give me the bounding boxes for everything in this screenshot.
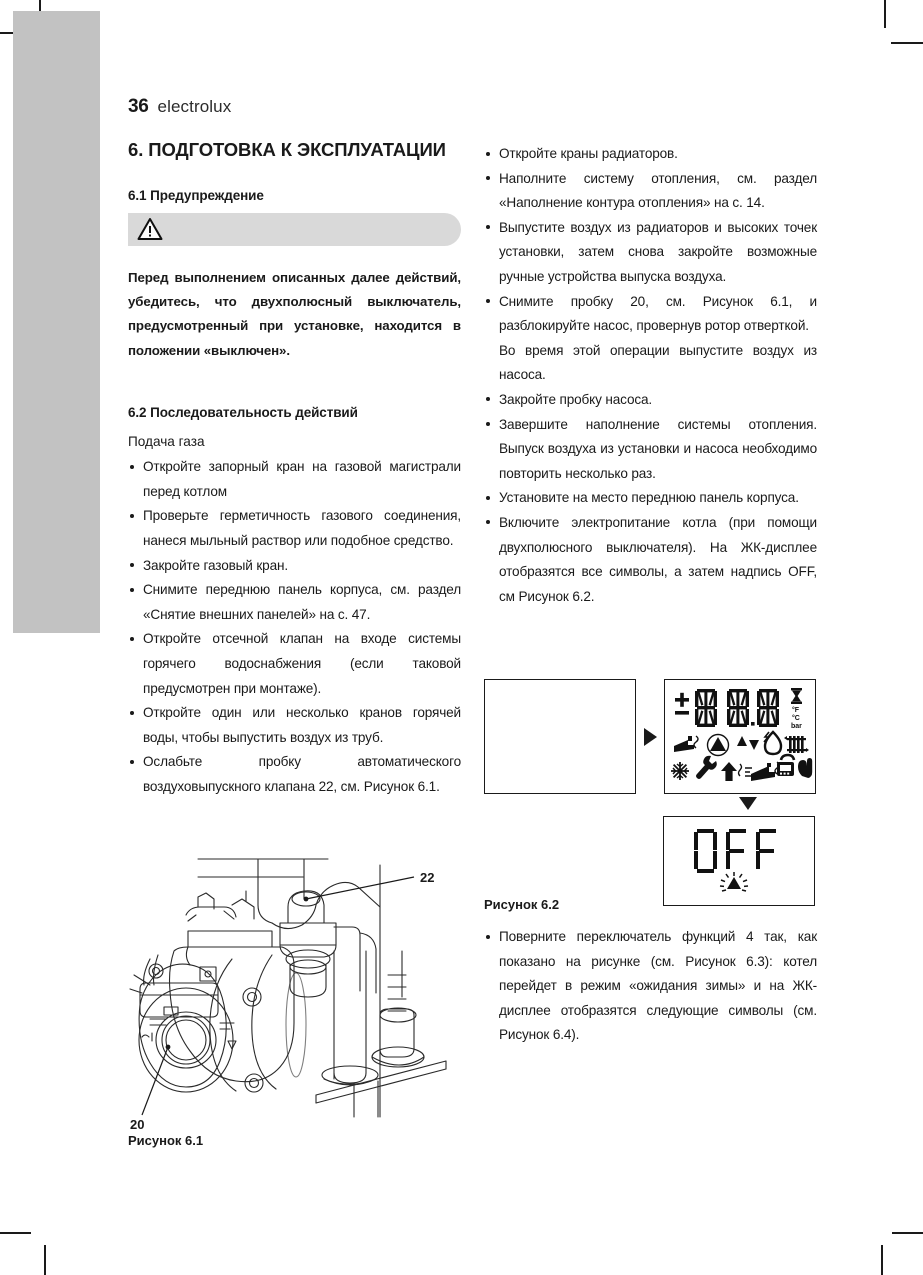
list-item: Наполните систему отопления, см. раздел «Наполнение контура отопления» на с. 14.	[484, 167, 817, 216]
list-item: Поверните переключатель функций 4 так, как показано на рисунке (см. Рисунок 6.3): котел перейдет в режим «ожидания зимы» и на ЖК-дисплее отобразятся следующие символы (см. Рисунок 6.4).	[484, 925, 817, 1048]
list-item: Выпустите воздух из радиаторов и высоких точек установки, затем снова закройте возможные ручные устройства выпуска воздуха.	[484, 216, 817, 290]
list-item: Снимите переднюю панель корпуса, см. раздел «Снятие внешних панелей» на с. 47.	[128, 578, 461, 627]
list-item: Установите на место переднюю панель корпуса.	[484, 486, 817, 511]
svg-text:°F: °F	[792, 707, 800, 714]
list-item: Откройте один или несколько кранов горячей воды, чтобы выпустить воздух из труб.	[128, 701, 461, 750]
left-column-bullet-list	[128, 455, 461, 799]
svg-text:°C: °C	[792, 715, 800, 722]
chapter-title: 6. ПОДГОТОВКА К ЭКСПЛУАТАЦИИ	[128, 139, 446, 161]
right-column-tail	[484, 925, 817, 1048]
lcd-blank-panel	[484, 679, 636, 794]
list-item: Проверьте герметичность газового соединения, нанеся мыльный раствор или подобное средство.	[128, 504, 461, 553]
list-item: Снимите пробку 20, см. Рисунок 6.1, и разблокируйте насос, провернув ротор отверткой.	[484, 290, 817, 339]
figure-6-1-caption: Рисунок 6.1	[128, 1133, 204, 1148]
lcd-sequence-row	[484, 679, 816, 794]
right-column-tail-list	[484, 925, 817, 1048]
circulation-pump-drawing	[128, 855, 461, 1133]
list-item: Откройте отсечной клапан на входе системы горячего водоснабжения (если таковой предусмотрен при монтаже).	[128, 627, 461, 701]
warning-banner	[128, 213, 461, 246]
figure-6-2-caption: Рисунок 6.2	[484, 897, 560, 912]
lcd-all-segments-graphic	[665, 680, 814, 792]
svg-text:bar: bar	[791, 723, 802, 730]
lcd-off-graphic	[664, 817, 813, 904]
page-number: 36	[128, 96, 149, 117]
left-column	[128, 188, 461, 800]
right-column	[484, 142, 817, 609]
lcd-off-panel	[663, 816, 815, 906]
section-heading-sequence: 6.2 Последовательность действий	[128, 404, 358, 420]
gas-supply-label: Подача газа	[128, 433, 205, 449]
list-item: Откройте запорный кран на газовой магистрали перед котлом	[128, 455, 461, 504]
figure-6-1	[128, 855, 461, 1133]
figure-6-2	[484, 679, 816, 794]
page-header	[128, 96, 231, 118]
list-item-continuation: Во время этой операции выпустите воздух из насоса.	[499, 342, 817, 383]
lcd-all-segments-panel	[664, 679, 816, 794]
brand-name: electrolux	[157, 97, 232, 116]
list-item: Ослабьте пробку автоматического воздуховыпускного клапана 22, см. Рисунок 6.1.	[128, 750, 461, 799]
callout-label-20: 20	[130, 1117, 145, 1132]
list-item: Включите электропитание котла (при помощи двухполюсного выключателя). На ЖК-дисплее отобразятся все символы, а затем надпись OFF, см Рисунок 6.2.	[484, 511, 817, 609]
warning-text: Перед выполнением описанных далее действий, убедитесь, что двухполюсный выключатель, предусмотренный при установке, находится в положении «выключен».	[128, 270, 461, 358]
callout-label-22: 22	[420, 870, 435, 885]
arrow-right-icon	[644, 728, 657, 746]
list-item: Откройте краны радиаторов.	[484, 142, 817, 167]
right-column-bullet-list	[484, 142, 817, 609]
section-heading-warning: 6.1 Предупреждение	[128, 188, 264, 203]
list-item: Закройте газовый кран.	[128, 554, 461, 579]
warning-triangle-icon	[137, 217, 163, 241]
list-item: Завершите наполнение системы отопления. Выпуск воздуха из установки и насоса необходимо повторить несколько раз.	[484, 413, 817, 487]
arrow-down-icon	[739, 797, 757, 810]
list-item: Закройте пробку насоса.	[484, 388, 817, 413]
